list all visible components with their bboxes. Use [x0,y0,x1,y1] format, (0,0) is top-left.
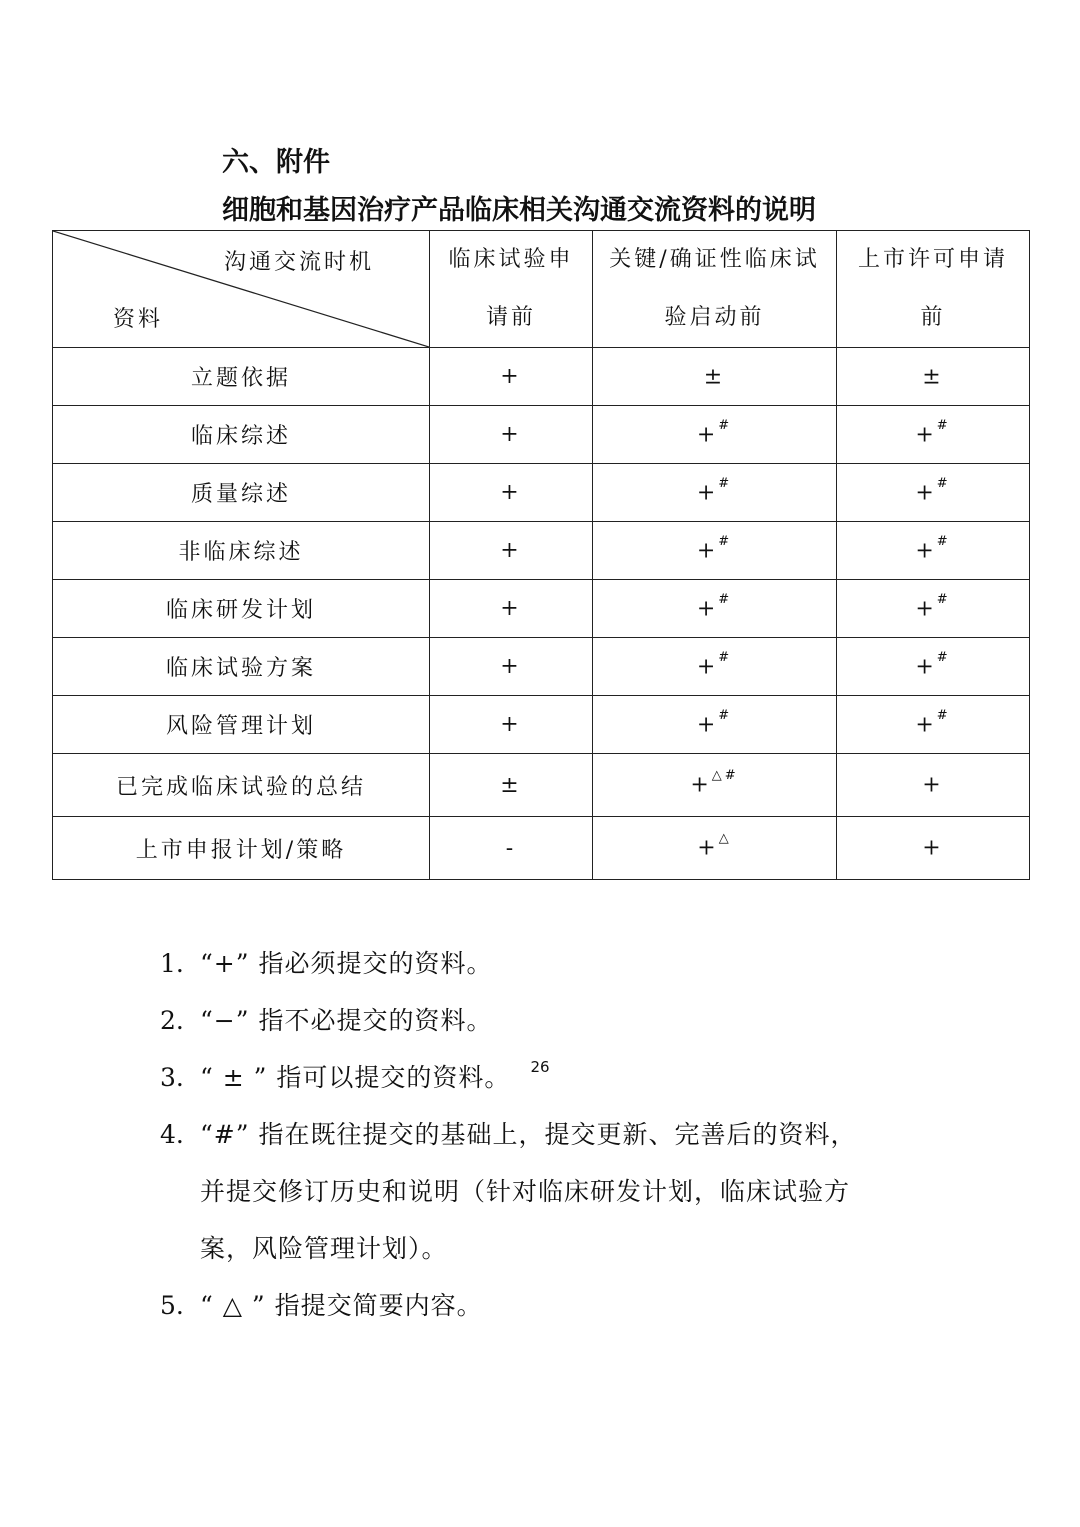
requirement-superscript: # [936,707,951,723]
requirement-symbol: ± [922,364,944,390]
requirement-superscript: # [936,649,951,665]
requirement-cell [430,406,593,464]
col-header-line: 关键/确证性临床试 [609,247,820,272]
note-line [160,935,920,992]
row-label: 风险管理计划 [53,696,430,754]
note-text: 案，风险管理计划）。 [200,1234,448,1263]
note-line [160,1277,920,1334]
requirement-symbol: + [915,422,937,448]
requirement-cell [837,817,1030,880]
col-header-pre-ind [430,231,593,348]
table-header-row [53,231,1030,348]
requirement-superscript: # [936,417,951,433]
requirement-symbol: + [500,480,522,505]
table-row [53,348,1030,406]
requirement-superscript: # [718,533,733,549]
requirement-symbol: + [500,422,522,447]
requirement-symbol: + [915,538,937,564]
note-text: “+” 指必须提交的资料。 [200,949,493,978]
requirement-symbol: + [500,538,522,563]
requirement-cell [837,522,1030,580]
row-label: 质量综述 [53,464,430,522]
requirement-cell [593,638,837,696]
page-number: 26 [530,1058,550,1076]
table-row [53,754,1030,817]
requirement-cell [837,580,1030,638]
requirement-cell [430,348,593,406]
requirement-cell [430,696,593,754]
table-row [53,580,1030,638]
requirement-symbol: + [696,480,719,506]
requirement-cell [837,406,1030,464]
requirement-superscript: △# [711,768,739,784]
row-label: 立题依据 [53,348,430,406]
requirement-symbol: + [500,654,522,679]
table-row [53,464,1030,522]
requirement-symbol: - [505,835,517,861]
requirement-symbol: + [696,422,719,448]
requirement-symbol: + [915,596,937,622]
row-label: 临床研发计划 [53,580,430,638]
note-number: 3. [160,1063,184,1092]
requirement-symbol: + [922,835,944,861]
requirement-symbol: + [922,772,944,798]
col-header-line: 请前 [485,305,536,330]
section-heading: 六、附件 [222,147,330,178]
requirement-symbol: ± [703,364,726,390]
note-text: “−” 指不必提交的资料。 [200,1006,493,1035]
requirement-cell [593,522,837,580]
row-label: 临床试验方案 [53,638,430,696]
requirement-superscript: # [718,475,733,491]
col-header-line: 上市许可申请 [857,247,1008,272]
corner-timing-label: 沟通交流时机 [223,250,374,275]
requirement-superscript: # [936,591,951,607]
requirement-symbol: + [915,712,937,738]
row-label: 非临床综述 [53,522,430,580]
note-text: “ ± ” 指可以提交的资料。 [200,1063,511,1092]
note-text: “#” 指在既往提交的基础上，提交更新、完善后的资料， [200,1120,857,1149]
col-header-line: 前 [920,305,946,330]
requirement-cell [837,754,1030,817]
note-number: 1. [160,949,184,978]
table-row [53,638,1030,696]
requirement-symbol: + [500,712,522,737]
requirement-cell [593,464,837,522]
col-header-line: 验启动前 [664,305,765,330]
requirement-cell [837,464,1030,522]
requirement-cell [430,522,593,580]
table-row [53,817,1030,880]
note-line [160,1220,920,1277]
corner-header-cell [53,231,430,348]
requirement-symbol: + [696,654,719,680]
requirement-superscript: # [718,707,733,723]
table-row [53,406,1030,464]
requirement-symbol: + [696,538,719,564]
note-line [160,1106,920,1163]
requirement-cell [837,696,1030,754]
requirement-cell [430,638,593,696]
requirement-superscript: # [936,475,951,491]
materials-table [52,230,1030,880]
note-number: 2. [160,1006,184,1035]
row-label: 临床综述 [53,406,430,464]
requirement-cell [593,580,837,638]
table-title: 细胞和基因治疗产品临床相关沟通交流资料的说明 [222,195,816,226]
requirement-cell [593,754,837,817]
row-label: 上市申报计划/策略 [53,817,430,880]
requirement-symbol: + [500,596,522,621]
requirement-superscript: # [718,649,733,665]
requirement-symbol: + [915,654,937,680]
requirement-cell [430,754,593,817]
requirement-cell [837,348,1030,406]
row-label: 已完成临床试验的总结 [53,754,430,817]
requirement-cell [593,696,837,754]
requirement-superscript: # [718,591,733,607]
note-line [160,992,920,1049]
note-number: 4. [160,1120,184,1149]
corner-materials-label: 资料 [113,307,164,332]
requirement-superscript: # [936,533,951,549]
col-header-line: 临床试验申 [448,247,574,272]
requirement-cell [837,638,1030,696]
note-text: “ △ ” 指提交简要内容。 [200,1291,483,1320]
requirement-symbol: + [500,364,522,389]
note-text: 并提交修订历史和说明（针对临床研发计划，临床试验方 [200,1177,851,1206]
requirement-symbol: ± [500,772,522,798]
requirement-cell [593,348,837,406]
notes-list [160,935,920,1334]
table-row [53,696,1030,754]
requirement-symbol: + [690,772,712,798]
col-header-pre-pivotal [593,231,837,348]
note-number: 5. [160,1291,184,1320]
col-header-pre-nda [837,231,1030,348]
requirement-symbol: + [697,835,719,861]
requirement-symbol: + [696,596,719,622]
requirement-cell [430,464,593,522]
requirement-superscript: # [718,417,733,433]
requirement-superscript: △ [718,831,732,847]
requirement-cell [430,817,593,880]
note-line [160,1163,920,1220]
table-row [53,522,1030,580]
requirement-symbol: + [915,480,937,506]
requirement-cell [593,817,837,880]
requirement-symbol: + [696,712,719,738]
requirement-cell [593,406,837,464]
requirement-cell [430,580,593,638]
